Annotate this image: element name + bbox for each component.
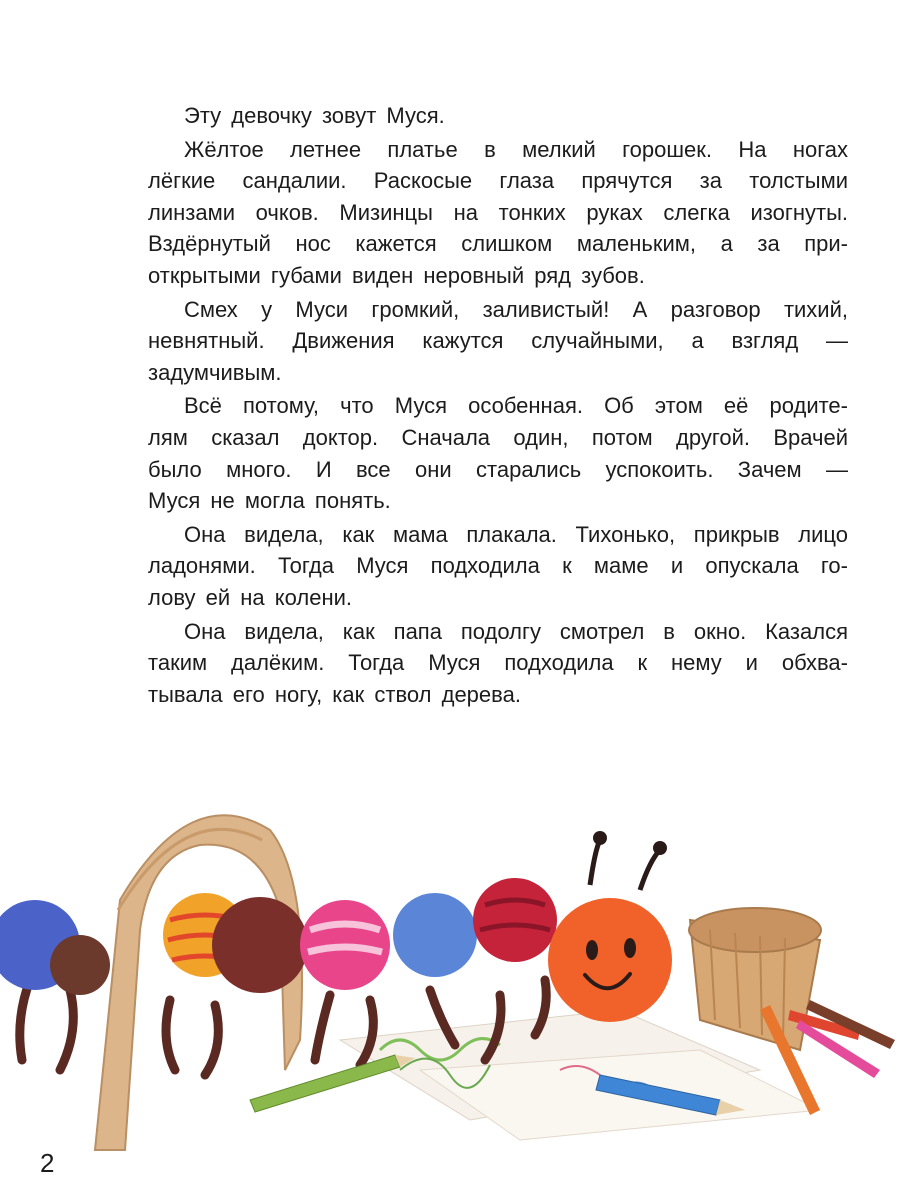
text-line: задумчивым. <box>148 359 282 385</box>
text-line: было много. И все они старались успокоить. Зачем — <box>148 456 848 482</box>
caterpillar-head-icon <box>548 831 672 1022</box>
text-line <box>148 519 848 551</box>
line-text: Эту девочку зовут Муся. <box>184 103 445 128</box>
line-text: Она видела, как мама плакала. Тихонько, прикрыв лицо <box>184 521 848 547</box>
story-text <box>148 100 848 712</box>
paragraph-5 <box>148 519 848 614</box>
line-text: Всё потому, что Муся особенная. Об этом её родите- <box>184 393 848 419</box>
text-line: ладонями. Тогда Муся подходила к маме и опускала го- <box>148 553 848 579</box>
text-line: таким далёким. Тогда Муся подходила к нему и обхва- <box>148 650 848 676</box>
paragraph-1 <box>148 100 848 132</box>
paragraph-4 <box>148 390 848 516</box>
page-number: 2 <box>40 1148 55 1178</box>
caterpillar-illustration <box>0 770 900 1160</box>
text-line: невнятный. Движения кажутся случайными, а взгляд — <box>148 328 848 354</box>
text-line: лям сказал доктор. Сначала один, потом другой. Врачей <box>148 424 848 450</box>
paragraph-2 <box>148 134 848 292</box>
text-line: открытыми губами виден неровный ряд зубов. <box>148 262 645 288</box>
text-line: тывала его ногу, как ствол дерева. <box>148 681 521 707</box>
text-line <box>148 616 848 648</box>
line-text: Жёлтое летнее платье в мелкий горошек. На ногах <box>184 136 848 162</box>
text-line: линзами очков. Мизинцы на тонких руках слегка изогнуты. <box>148 199 848 225</box>
line-text: Смех у Муси громкий, заливистый! А разговор тихий, <box>184 296 848 322</box>
text-line <box>148 100 848 132</box>
paragraph-6 <box>148 616 848 711</box>
text-line: Муся не могла понять. <box>148 488 391 514</box>
text-line <box>148 390 848 422</box>
text-line <box>148 294 848 326</box>
text-line: лову ей на колени. <box>148 584 353 610</box>
text-line: лёгкие сандалии. Раскосые глаза прячутся за толстыми <box>148 168 848 194</box>
text-line <box>148 134 848 166</box>
line-text: Она видела, как папа подолгу смотрел в окно. Казался <box>184 618 848 644</box>
paragraph-3 <box>148 294 848 389</box>
text-line: Вздёрнутый нос кажется слишком маленьким, а за при- <box>148 231 848 257</box>
